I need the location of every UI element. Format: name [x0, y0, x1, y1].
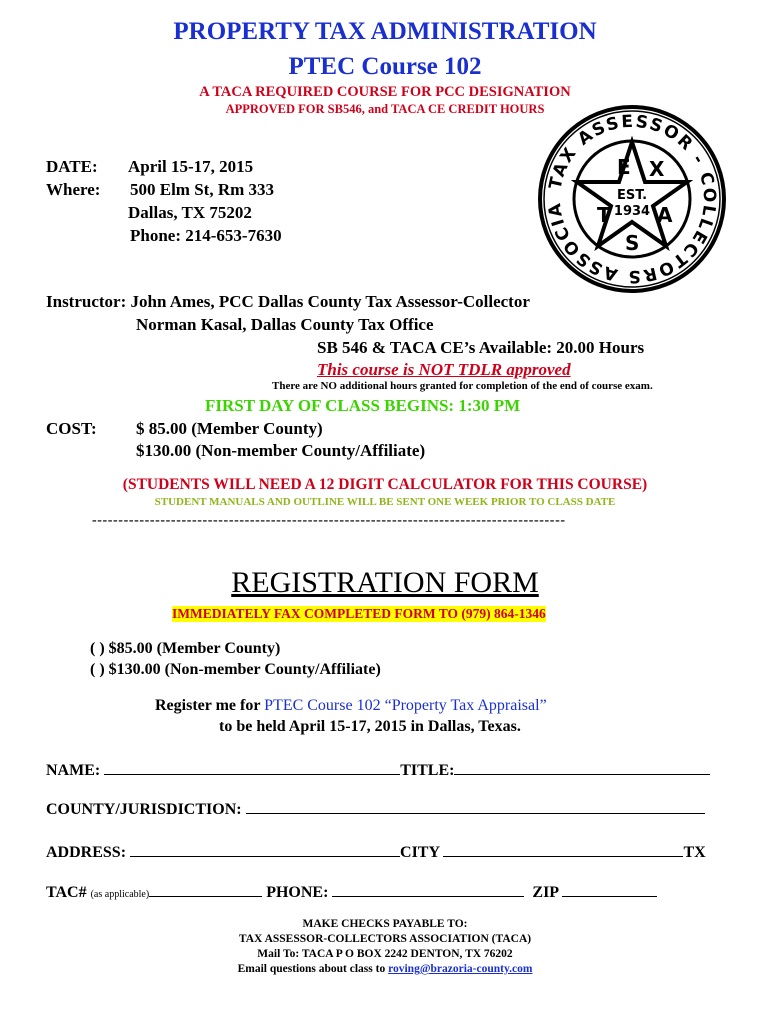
divider: ------------------------------------------------------------------------------------------ — [92, 513, 566, 528]
svg-text:EST.: EST. — [616, 188, 648, 203]
svg-text:X: X — [649, 157, 665, 181]
checks-payable: MAKE CHECKS PAYABLE TO: — [302, 918, 468, 930]
option-member[interactable]: ( ) $85.00 (Member County) — [90, 640, 281, 657]
no-hours-note: There are NO additional hours granted for completion of the end of course exam. — [272, 380, 653, 392]
svg-text:TAX ASSESSOR - COLLECTORS ASSO: TAX ASSESSOR - COLLECTORS ASSOCIA — [544, 111, 720, 287]
first-day-notice: FIRST DAY OF CLASS BEGINS: 1:30 PM — [205, 396, 521, 415]
date-value: April 15-17, 2015 — [128, 157, 254, 176]
svg-text:T: T — [597, 203, 611, 227]
svg-text:A: A — [657, 203, 673, 227]
phone-label: PHONE: — [266, 884, 329, 901]
nonmember-price: $130.00 — [136, 441, 192, 460]
manuals-note: STUDENT MANUALS AND OUTLINE WILL BE SENT ONE WEEK PRIOR TO CLASS DATE — [154, 496, 616, 508]
county-field[interactable] — [246, 799, 705, 814]
address-label: ADDRESS: — [46, 844, 127, 861]
calculator-note: (STUDENTS WILL NEED A 12 DIGIT CALCULATOR FOR THIS COURSE) — [122, 476, 648, 493]
phone-field[interactable] — [332, 882, 524, 897]
register-line-2: to be held April 15-17, 2015 in Dallas, Texas. — [219, 718, 521, 735]
member-price: $ 85.00 — [136, 419, 187, 438]
email-prefix: Email questions about class to — [237, 963, 389, 975]
address-line-2: Dallas, TX 75202 — [128, 203, 252, 222]
mail-to: Mail To: TACA P O BOX 2242 DENTON, TX 76202 — [257, 948, 513, 960]
register-prefix: Register me for — [155, 697, 265, 714]
nonmember-desc: (Non-member County/Affiliate) — [195, 441, 426, 460]
instructor-line-2: Norman Kasal, Dallas County Tax Office — [136, 315, 434, 334]
register-course: PTEC Course 102 “Property Tax Appraisal” — [264, 697, 547, 714]
nonmember-cost — [136, 441, 425, 461]
course-subtitle: A TACA REQUIRED COURSE FOR PCC DESIGNATION — [199, 84, 571, 100]
email-line — [0, 963, 770, 975]
city-label: CITY — [400, 844, 440, 861]
zip-label: ZIP — [532, 884, 559, 901]
name-label: NAME: — [46, 762, 101, 779]
address-field[interactable] — [130, 842, 400, 857]
tac-row — [46, 882, 657, 902]
address-line-1: 500 Elm St, Rm 333 — [130, 180, 275, 199]
address-row — [46, 842, 706, 862]
email-link[interactable]: roving@brazoria-county.com — [388, 963, 533, 975]
register-line — [155, 697, 547, 715]
city-field[interactable] — [443, 842, 683, 857]
member-desc: (Member County) — [191, 419, 323, 438]
registration-title: REGISTRATION FORM — [231, 566, 539, 599]
not-tdlr-notice: This course is NOT TDLR approved — [317, 360, 571, 379]
page-title: PROPERTY TAX ADMINISTRATION — [173, 18, 597, 45]
cost-label: COST: — [46, 419, 97, 438]
svg-text:E: E — [617, 155, 631, 179]
county-label: COUNTY/JURISDICTION: — [46, 801, 242, 818]
title-label: TITLE: — [400, 762, 455, 779]
tac-field[interactable] — [149, 882, 262, 897]
tac-label: TAC# — [46, 884, 87, 901]
fax-instruction: IMMEDIATELY FAX COMPLETED FORM TO (979) 864-1346 — [172, 606, 546, 621]
name-field[interactable] — [104, 760, 400, 775]
approval-note: APPROVED FOR SB546, and TACA CE CREDIT HOURS — [225, 102, 545, 116]
instructor-line: Instructor: John Ames, PCC Dallas County Tax Assessor-Collector — [46, 292, 530, 311]
association-name: TAX ASSESSOR-COLLECTORS ASSOCIATION (TACA) — [238, 933, 532, 945]
county-row — [46, 799, 705, 819]
tac-note: (as applicable) — [90, 889, 150, 900]
ce-hours: SB 546 & TACA CE’s Available: 20.00 Hours — [317, 338, 645, 357]
name-row — [46, 760, 710, 780]
zip-field[interactable] — [562, 882, 657, 897]
date-label: DATE: — [46, 157, 98, 176]
option-nonmember[interactable]: ( ) $130.00 (Non-member County/Affiliate) — [90, 661, 381, 678]
member-cost — [136, 419, 323, 439]
phone: Phone: 214-653-7630 — [130, 226, 282, 245]
taca-seal-logo — [537, 104, 727, 294]
svg-text:S: S — [625, 231, 640, 255]
svg-text:1934: 1934 — [613, 204, 651, 219]
where-label: Where: — [46, 180, 101, 199]
state-label: TX — [683, 844, 706, 861]
title-field[interactable] — [454, 760, 710, 775]
course-title: PTEC Course 102 — [288, 53, 482, 80]
